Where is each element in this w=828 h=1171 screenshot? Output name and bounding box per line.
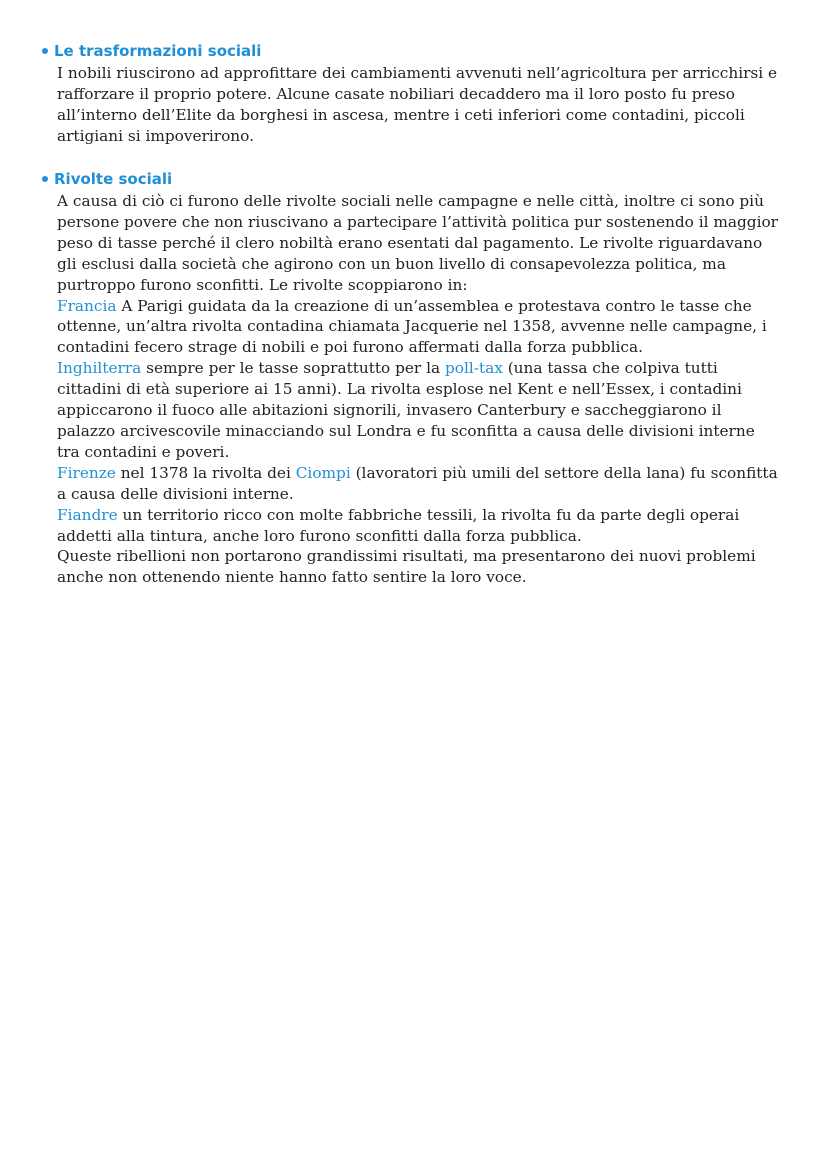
term-fiandre: Fiandre bbox=[57, 505, 118, 524]
text-firenze-a: nel 1378 la rivolta dei bbox=[115, 463, 296, 482]
term-poll-tax: poll-tax bbox=[444, 359, 503, 378]
paragraph-inghilterra bbox=[57, 358, 782, 463]
section-social-revolts bbox=[42, 168, 782, 588]
text-francia: A Parigi guidata da la creazione di un’assemblea e protestava contro le tasse che ottenne, un’altra rivolta contadina chiamata Jacquerie nel 1358, avvenne nelle campagne, i contadini fecero strage di nobili e poi furono affermati dalla forza pubblica. bbox=[57, 296, 767, 357]
paragraph-fiandre bbox=[57, 505, 782, 547]
text-inghilterra-b: (una tassa che colpiva tutti cittadini di età superiore ai 15 anni). La rivolta esplose nel Kent e nell’Essex, i contadini appiccarono il fuoco alle abitazioni signorili, invasero Canterbury e saccheggiarono il palazzo arcivescovile minacciando sul Londra e fu sconfitta a causa delle divisioni interne tra contadini e poveri. bbox=[57, 359, 755, 461]
term-ciompi: Ciompi bbox=[295, 463, 351, 482]
section-heading-text: Le trasformazioni sociali bbox=[54, 42, 262, 60]
term-firenze: Firenze bbox=[57, 463, 116, 482]
section-heading-text: Rivolte sociali bbox=[54, 170, 173, 188]
section-body bbox=[57, 63, 782, 147]
bullet-icon bbox=[42, 176, 48, 182]
section-heading bbox=[42, 40, 782, 62]
text-inghilterra-a: sempre per le tasse soprattutto per la bbox=[141, 359, 445, 378]
section-social-transformations bbox=[42, 40, 782, 147]
intro-paragraph: A causa di ciò ci furono delle rivolte sociali nelle campagne e nelle città, inoltre ci sono più persone povere che non riuscivano a partecipare l’attività politica pur sostenendo il maggior peso di tasse perché il clero nobiltà erano esentati dal pagamento. Le rivolte riguardavano gli esclusi dalla società che agirono con un buon livello di consapevolezza politica, ma purtroppo furono sconfitti. Le rivolte scoppiarono in: bbox=[57, 192, 778, 294]
paragraph-francia bbox=[57, 296, 782, 359]
term-francia: Francia bbox=[57, 296, 117, 315]
paragraph: I nobili riuscirono ad approfittare dei cambiamenti avvenuti nell’agricoltura per arricchirsi e rafforzare il proprio potere. Alcune casate nobiliari decaddero ma il loro posto fu preso all’interno dell’Elite da borghesi in ascesa, mentre i ceti inferiori come contadini, piccoli artigiani si impoverirono. bbox=[57, 64, 778, 145]
term-inghilterra: Inghilterra bbox=[57, 359, 142, 378]
conclusion-paragraph: Queste ribellioni non portarono grandissimi risultati, ma presentarono dei nuovi problemi anche non ottenendo niente hanno fatto sentire la loro voce. bbox=[57, 547, 756, 587]
section-body bbox=[57, 191, 782, 588]
section-heading bbox=[42, 168, 782, 190]
text-firenze-b: (lavoratori più umili del settore della lana) fu sconfitta a causa delle divisioni interne. bbox=[57, 463, 778, 503]
text-fiandre: un territorio ricco con molte fabbriche tessili, la rivolta fu da parte degli operai addetti alla tintura, anche loro furono sconfitti dalla forza pubblica. bbox=[57, 505, 740, 545]
bullet-icon bbox=[42, 48, 48, 54]
paragraph-firenze bbox=[57, 463, 782, 505]
